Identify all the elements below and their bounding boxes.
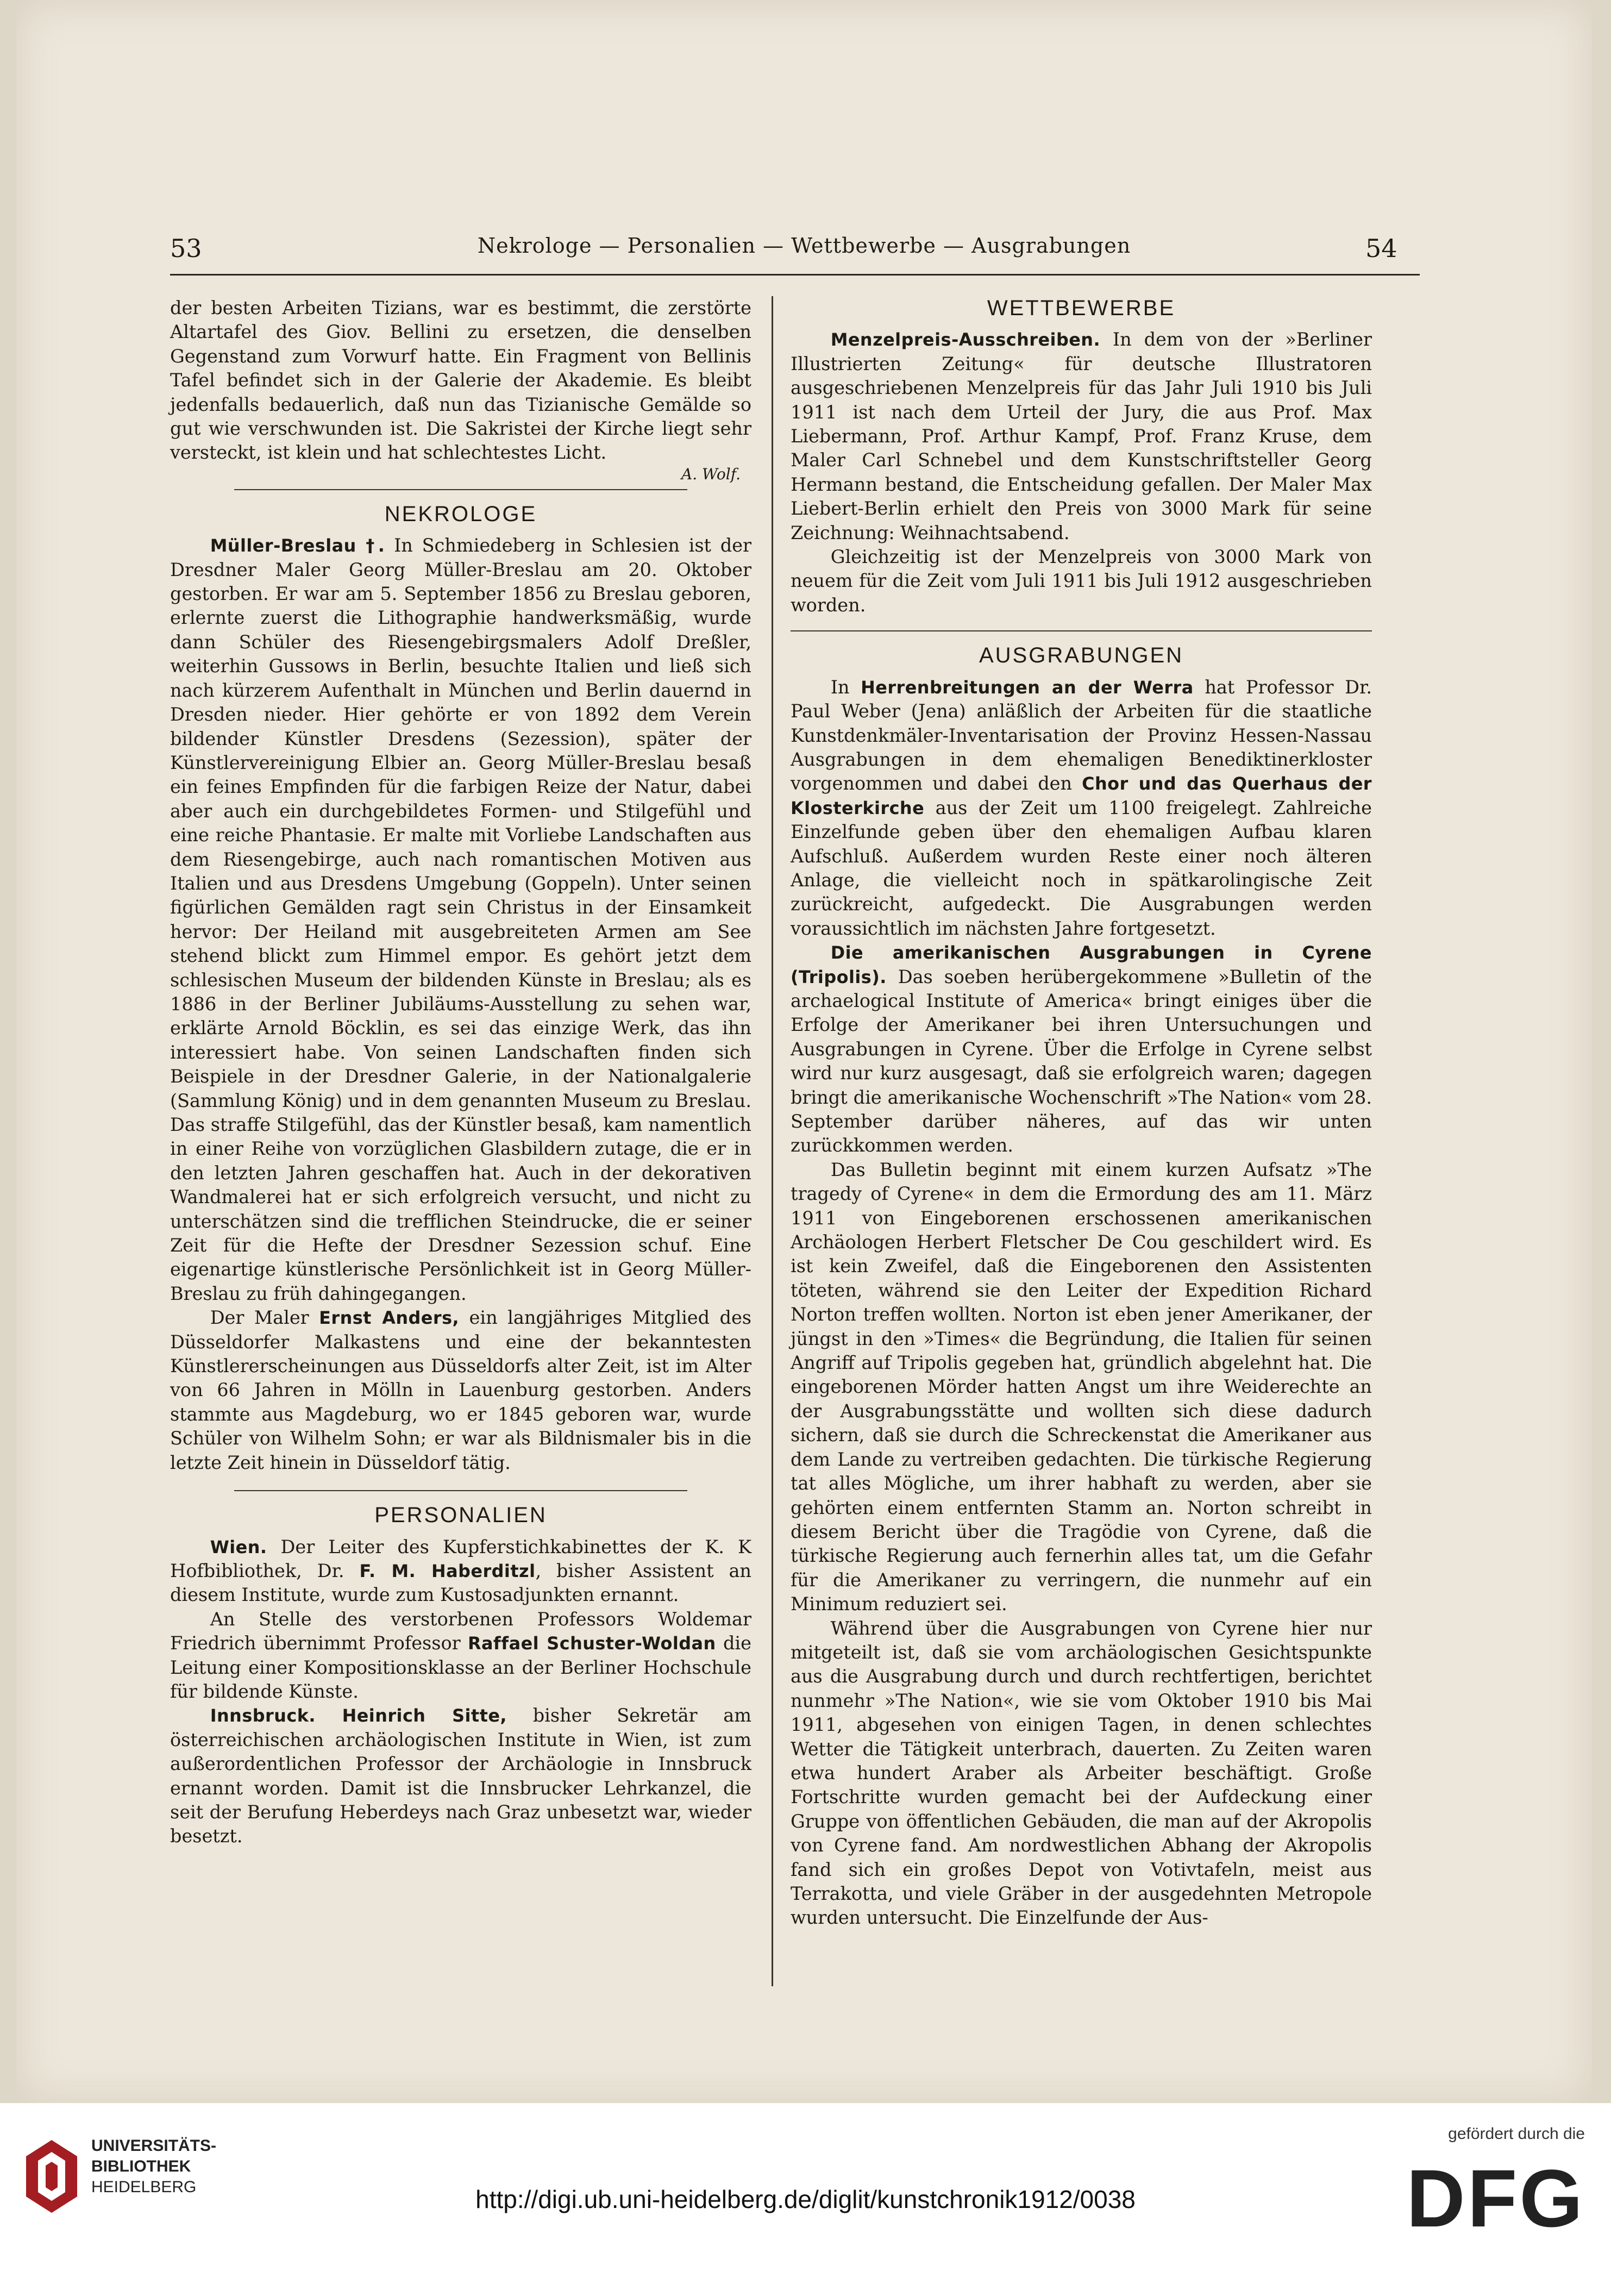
digitization-footer — [0, 2103, 1611, 2296]
sponsor-caption: gefördert durch die — [1448, 2125, 1585, 2143]
menzelpreis-paragraph: Menzelpreis-Ausschreiben. In dem von der »Berliner Illustrierten Zeitung« für deutsche Illustratoren ausgeschriebenen Menzelpreis für das Jahr Juli 1910 bis Juli 1911 ist nach dem Urteil der Jury, die aus Prof. Max Liebermann, Prof. Arthur Kampf, Prof. Franz Kruse, dem Maler Carl Schnebel und dem Kunstschriftsteller Georg Hermann bestand, die Entscheidung gefallen. Der Maler Max Liebert-Berlin erhielt den Preis von 3000 Mark für seine Zeichnung: Weihnachtsabend. — [791, 329, 1372, 543]
header-rule — [170, 274, 1420, 276]
heading-nekrologe: NEKROLOGE — [384, 502, 537, 526]
intro-paragraph: der besten Arbeiten Tizians, war es bestimmt, die zerstörte Altartafel des Giov. Bellini zu ersetzen, die denselben Gegenstand zum Vorwurf hatte. Ein Fragment von Bellinis Tafel befindet sich in der Galerie der Akademie. Es bleibt jedenfalls bedauerlich, daß nun das Tizianische Gemälde so gut wie verschwunden ist. Die Sakristei der Kirche liegt sehr versteckt, ist klein und hat schlechtestes Licht. — [170, 297, 751, 464]
name-herrenbreitungen: Herrenbreitungen an der Werra — [861, 677, 1194, 698]
obituary-mueller-breslau: Müller-Breslau †. In Schmiedeberg in Schlesien ist der Dresdner Maler Georg Müller-Breslau am 20. Oktober gestorben. Er war am 5. September 1856 zu Breslau geboren, erlernte zuerst die Lithographie handwerksmäßig, wurde dann Schüler des Riesengebirgsmalers Adolf Dreßler, weiterhin Gussows in Berlin, besuchte Italien und ließ sich nach kürzerem Aufenthalt in München und Berlin dauernd in Dresden nieder. Hier gehörte er von 1892 dem Verein bildender Künstler Dresdens (Sezession), später der Künstlervereinigung Elbier an. Georg Müller-Breslau besaß ein feines Empfinden für die farbigen Reize der Natur, dabei aber auch ein durchgebildetes Formen- und Stilgefühl und eine reiche Phantasie. Er malte mit Vorliebe Landschaften aus dem Riesengebirge, auch nach romantischen Motiven aus Italien und aus Dresdens Umgebung (Goppeln). Unter seinen figürlichen Gemälden ragt sein Christus in der Einsamkeit hervor: Der Heiland mit ausgebreiteten Armen am See stehend blickt zum Himmel empor. Es gehört jetzt dem schlesischen Museum der bildenden Künste in Breslau; als es 1886 in der Berliner Jubiläums-Ausstellung zu sehen war, erklärte Arnold Böcklin, es sei das einzige Werk, das ihn interessiert habe. Von seinen Landschaften finden sich Beispiele in der Dresdner Galerie, in der Nationalgalerie (Sammlung König) und in dem genannten Museum zu Breslau. Das straffe Stilgefühl, das der Künstler besaß, kam namentlich in einer Reihe von vorzüglichen Glasbildern zutage, die er in den letzten Jahren geschaffen hat. Auch in der dekorativen Wandmalerei hat er sich erfolgreich versucht, und nicht zu unterschätzen sind die trefflichen Steindrucke, die er seiner Zeit für die Hefte der Dresdner Sezession schuf. Eine eigenartige künstlerische Persönlichkeit ist in Georg Müller-Breslau zu früh dahingegangen. — [170, 535, 751, 1304]
left-column — [170, 296, 751, 1849]
name-cyrene: Die amerikanischen Ausgrabungen in Cyrene (Tripolis). — [791, 942, 1372, 987]
cyrene-paragraph: Die amerikanischen Ausgrabungen in Cyrene (Tripolis). Das soeben herübergekommene »Bulletin of the archaelogical Institute of America« bringt einiges über die Erfolge der Amerikaner bei ihren Untersuchungen und Ausgrabungen in Cyrene. Über die Erfolge in Cyrene selbst wird nur kurz ausgesagt, daß sie erfolgreich waren; dagegen bringt die amerikanische Wochenschrift »The Nation« vom 28. September darüber näheres, auf das wir unten zurückkommen werden. — [791, 942, 1372, 1156]
section-rule — [234, 1490, 688, 1491]
column-divider — [772, 296, 773, 1986]
permalink-url[interactable]: http://digi.ub.uni-heidelberg.de/diglit/kunstchronik1912/0038 — [475, 2185, 1136, 2213]
name-menzelpreis: Menzelpreis-Ausschreiben. — [830, 329, 1101, 351]
right-column — [791, 296, 1372, 1930]
obituary-ernst-anders: Der Maler Ernst Anders, ein langjähriges Mitglied des Düsseldorfer Malkastens und eine der bekanntesten Künstlererscheinungen aus Düsseldorfs alter Zeit, ist im Alter von 66 Jahren in Mölln in Lauenburg gestorben. Anders stammte aus Magdeburg, wo er 1845 geboren war, wurde Schüler von Wilhelm Sohn; er war als Bildnismaler bis in die letzte Zeit hinein in Düsseldorf tätig. — [170, 1307, 751, 1473]
name-schuster-woldan: Raffael Schuster-Woldan — [467, 1633, 716, 1654]
scanned-page — [16, 0, 1592, 2103]
heading-wettbewerbe: WETTBEWERBE — [987, 296, 1176, 320]
page-number-left: 53 — [170, 234, 202, 263]
running-title: Nekrologe — Personalien — Wettbewerbe — Ausgrabungen — [477, 234, 1131, 258]
library-name: UNIVERSITÄTS- BIBLIOTHEK HEIDELBERG — [91, 2137, 217, 2196]
page-number-right: 54 — [1365, 234, 1397, 263]
herrenbreitungen-paragraph: In Herrenbreitungen an der Werra hat Professor Dr. Paul Weber (Jena) anläßlich der Arbeiten für die staatliche Kunstdenkmäler-Inventarisation der Provinz Hessen-Nassau Ausgrabungen in dem ehemaligen Benediktinerkloster vorgenommen und dabei den Chor und das Querhaus der Klosterkirche aus der Zeit um 1100 freigelegt. Zahlreiche Einzelfunde geben über den ehemaligen Aufbau klaren Aufschluß. Außerdem wurden Reste einer noch älteren Anlage, die vielleicht noch in spätkarolingische Zeit zurückreicht, aufgedeckt. Die Ausgrabungen werden voraussichtlich im nächsten Jahre fortgesetzt. — [791, 676, 1372, 939]
place-innsbruck: Innsbruck. Heinrich Sitte, — [210, 1705, 507, 1726]
personalia-innsbruck: Innsbruck. Heinrich Sitte, bisher Sekretär am österreichischen archäologischen Institute in Wien, ist zum außerordentlichen Professor der Archäologie in Innsbruck ernannt worden. Damit ist die Innsbrucker Lehrkanzel, die seit der Berufung Heberdeys nach Graz unbesetzt war, wieder besetzt. — [170, 1705, 752, 1847]
place-wien: Wien. — [210, 1536, 267, 1557]
menzelpreis-second-paragraph: Gleichzeitig ist der Menzelpreis von 3000 Mark von neuem für die Zeit vom Juli 1911 bis Juli 1912 ausgeschrieben worden. — [791, 546, 1372, 616]
section-rule — [791, 630, 1372, 631]
personalia-wien: Wien. Der Leiter des Kupferstichkabinettes der K. K Hofbibliothek, Dr. F. M. Haberditzl, bisher Assistent an diesem Institute, wurde zum Kustosadjunkten ernannt. — [170, 1536, 752, 1606]
section-rule — [234, 489, 688, 490]
intro-signature: A. Wolf. — [681, 465, 741, 483]
dfg-logo-icon: DFG — [1406, 2153, 1585, 2244]
heading-ausgrabungen: AUSGRABUNGEN — [979, 643, 1184, 668]
running-head — [16, 234, 1592, 277]
name-haberditzl: F. M. Haberditzl — [359, 1560, 536, 1581]
nation-paragraph: Während über die Ausgrabungen von Cyrene hier nur mitgeteilt ist, daß sie vom archäologischen Gesichtspunkte aus die Ausgrabung durch und durch rechtfertigen, berichtet nunmehr »The Nation«, wie sie vom Oktober 1910 bis Mai 1911, abgesehen von einigen Tagen, in denen schlechtes Wetter die Tätigkeit unterbrach, dauerten. Zu Zeiten waren etwa hundert Araber als Arbeiter beschäftigt. Große Fortschritte wurden gemacht bei der Aufdeckung einer Gruppe von öffentlichen Gebäuden, die man auf der Akropolis von Cyrene fand. Am nordwestlichen Abhang der Akropolis fand sich ein großes Depot von Votivtafeln, meist aus Terrakotta, und viele Gräber in der ausgedehnten Metropole wurden untersucht. Die Einzelfunde der Aus- — [791, 1617, 1372, 1929]
name-ernst-anders: Ernst Anders, — [319, 1307, 460, 1329]
heading-personalien: PERSONALIEN — [374, 1503, 547, 1528]
name-chor-querhaus: Chor und das Querhaus der Klosterkirche — [791, 773, 1372, 818]
personalia-schuster-woldan: An Stelle des verstorbenen Professors Woldemar Friedrich übernimmt Professor Raffael Schuster-Woldan die Leitung einer Kompositionsklasse an der Berliner Hochschule für bildende Künste. — [170, 1608, 751, 1702]
name-mueller-breslau: Müller-Breslau †. — [210, 535, 385, 556]
bulletin-paragraph: Das Bulletin beginnt mit einem kurzen Aufsatz »The tragedy of Cyrene« in dem die Ermordung des am 11. März 1911 von Eingeborenen erschossenen amerikanischen Archäologen Herbert Fletscher De Cou geschildert wird. Es ist kein Zweifel, daß die Eingeborenen den Assistenten töteten, während sie den Leiter der Expedition Richard Norton treffen wollten. Norton ist eben jener Amerikaner, der jüngst in den »Times« die Begründung, die Italien für seinen Angriff auf Tripolis gegeben hat, gründlich abgelehnt hat. Die eingeborenen Mörder hatten Angst um ihre Weiderechte an der Ausgrabungsstätte und wollten sich diese dadurch sichern, daß sie durch die Schreckenstat die Amerikaner aus dem Lande zu vertreiben gedachten. Die türkische Regierung tat alles Mögliche, um ihrer habhaft zu werden, aber sie gehörten einem entfernten Stamm an. Norton schreibt in diesem Bericht über die Tragödie von Cyrene, daß die türkische Regierung auch fernerhin alles tat, um die Gefahr für die Amerikaner zu verringern, die nunmehr auf ein Minimum reduziert sei. — [791, 1159, 1372, 1615]
